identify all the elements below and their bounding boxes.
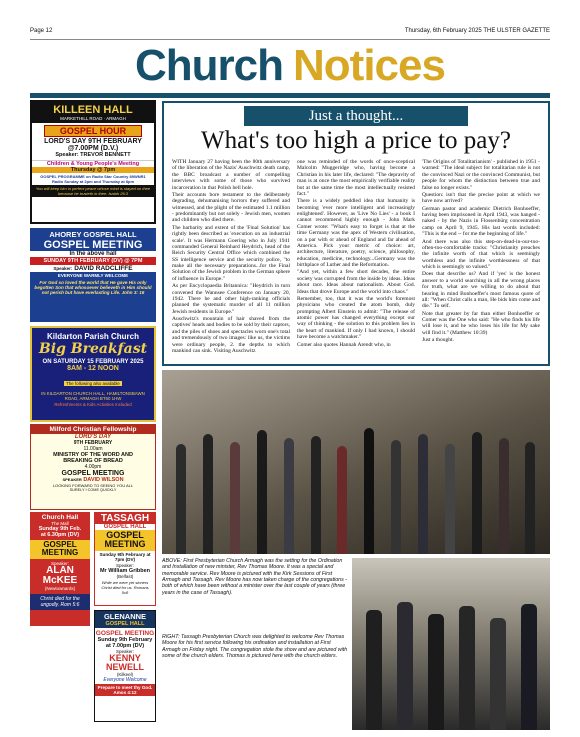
article-paragraph: "And yet, within a few short decades, the entire society was corrupted from the inside by ideas. Ideas about race. Ideas about nationalism. About God. Ideas that drove Europe and the world into chaos." xyxy=(297,269,415,295)
killeen-radio: GOSPEL PROGRAMME on Radio Star Country 89WNR1 Radio Sunday at 2pm and Thursday at 8pm xyxy=(40,174,146,184)
page-date: Thursday, 6th February 2025 THE ULSTER GAZETTE xyxy=(404,28,550,34)
killeen-children: Children & Young People's Meeting xyxy=(32,160,154,167)
caption-above: ABOVE: First Presbyterian Church Armagh was the setting for the Ordination and Installation of new minister, Rev Thomas Moore. It was a special and memorable service. Rev Moore is pictured with the Kirk Sessions of First Armagh and Tassagh. Rev Moore has now taken charge of the congregations - both of which have been without a minister over the last couple of years (three years in the case of Tassagh). xyxy=(162,558,348,596)
killeen-subtitle: MARKETHILL ROAD · ARMAGH xyxy=(32,116,154,123)
church-hall-title: Church Hall xyxy=(41,514,79,521)
article-paragraph: one was reminded of the words of once-sceptical Malcolm Muggeridge who, having become a Christian in his later life, declared: "The depravity of man is at once the most empirically verifiable reality but at the same time the most intellectually resisted fact." xyxy=(297,159,415,197)
photo-kirk-sessions xyxy=(162,370,550,554)
breakfast-time: 8AM - 12 NOON xyxy=(67,365,119,372)
milford-lords-day: LORD'S DAY xyxy=(74,434,112,440)
caption-right: RIGHT: Tassagh Presbyterian Church was delighted to welcome Rev Thomas Moore for his first service following his ordination and installation at First Armagh on Friday night. The congregation stole the show and are pictured with some of the church elders. Thomas is pictured here with the church elders. xyxy=(162,634,348,660)
milford-forward: LOOKING FORWARD TO SEEING YOU ALL xyxy=(52,483,134,488)
church-hall-sub: The Mall xyxy=(51,521,69,526)
article-paragraph: Does that describe us? And if 'yes' is the honest answer to a world searching in all the wrong places for truth, what are we willing to do about that hearing in mind Bonhoeffer's most famous quote of all: "When Christ calls a man, He bids him come and die." To self. xyxy=(422,271,540,310)
tassagh-title: TASSAGH xyxy=(95,513,155,524)
article-paragraph: Auschwitz's mountain of hair shaved from the captives' heads and bodies to be sold by their captors, and the piles of shoes and spectacles worn one's total and tremendously of two images: like us, the victims were ordinary people, 2. the depths to which mankind can sink. Visiting Auschwitz xyxy=(172,316,290,354)
ad-killeen-hall xyxy=(30,100,156,224)
article-paragraph: 'The Origins of Totalitarianism' - published in 1951 - warned: "The ideal subject for totalitarian rule is not the convinced Nazi or the convinced Communist, but people for whom the distinction between true and false no longer exists." xyxy=(422,159,540,191)
glenanne-gospel: GOSPEL MEETING xyxy=(95,630,155,637)
article-paragraph: The barbarity and extent of the 'Final Solution' has rightly been described as 'execution on an industrial scale'. It was Hermann Goering who in July 1941 commanded General Reinhard Heydrich, head of the Reich Security Central Office which combined the SS intelligence service and the security police, "to make all the necessary preparations...for the Final Solution of the Jewish problem in the German sphere of influence in Europe." xyxy=(172,224,290,282)
killeen-date: LORD'S DAY 9TH FEBRUARY xyxy=(44,138,142,145)
breakfast-date: ON SATURDAY 15 FEBRUARY 2025 xyxy=(42,359,144,365)
killeen-children-time: Thursday @ 7pm xyxy=(32,167,154,173)
masthead-rule xyxy=(30,93,550,98)
breakfast-note: The following also available xyxy=(66,381,120,386)
article-paragraph: Note that greater by far than either Bonhoeffer or Comer was the One who said: "He who finds his life will lose it, and he who loses his life for My sake will find it." (Matthew 10:39) xyxy=(422,310,540,336)
article-paragraph: Comer also quotes Hannah Arendt who, in xyxy=(297,341,391,348)
ahorey-speaker-label: Speaker: xyxy=(53,266,73,271)
article-paragraph: German pastor and academic Dietrich Bonhoeffer, having been imprisoned in April 1943, was hanged - naked - by the Nazis in Flossenbürg concentration camp on April 9, 1945. His last words included: "This is the end -- for me the beginning of life." xyxy=(422,205,540,238)
ahorey-title: AHOREY GOSPEL HALL xyxy=(49,230,137,239)
glenanne-town: (Kilkeel) xyxy=(116,672,134,677)
tassagh-speaker-label: Speaker: xyxy=(115,562,134,568)
milford-time1: 11.00am xyxy=(83,446,103,452)
church-hall-speaker-label: Speaker: xyxy=(50,560,69,566)
killeen-gospel: GOSPEL HOUR xyxy=(44,125,142,137)
breakfast-venue: IN KILDARTON CHURCH HALL, HAMILTONSBAWN ROAD, ARMAGH BT60 1HW xyxy=(41,391,145,401)
ahorey-verse: For God so loved the world that He gave His only begotten Son that whosoever believeth in Him should not perish but have everlasting Life. John 3: 16 xyxy=(34,280,152,295)
glenanne-speaker-last: NEWELL xyxy=(106,662,144,672)
church-hall-town: (Newtownards) xyxy=(44,585,76,591)
church-hall-speaker-last: McKEE xyxy=(42,574,78,586)
killeen-verse: You will keep him in perfect peace whose mind is stayed on thee because he trusteth in thee. Isaiah 26:3 xyxy=(32,185,154,197)
article-paragraph: Their accounts bore testament to the deliberately degrading, dehumanising horrors they suffered and witnessed, and the plight of the estimated 1.1 million - predominantly but not solely - Jewish men, women and children who died there. xyxy=(172,191,290,224)
article-paragraph: WITH January 27 having been the 80th anniversary of the liberation of the Nazis' Auschwitz death camp, the BBC broadcast a number of compelling interviews with some of those who survived incarceration in that Polish hell hole. xyxy=(172,159,290,191)
article-paragraph: As per Encyclopaedia Britannica: "Heydrich in turn convened the Wannsee Conference on January 20, 1942. There he and other high-ranking officials planned the systematic murder of all 11 million Jewish residents in Europe." xyxy=(172,283,290,315)
glenanne-speaker-label: Speaker: xyxy=(115,649,134,654)
glenanne-date: Sunday 9th February xyxy=(97,637,153,643)
glenanne-time: at 7.00pm (DV) xyxy=(105,643,145,649)
tassagh-speaker: Mr William Gribben xyxy=(99,567,151,574)
article-column-2 xyxy=(297,159,415,363)
milford-speaker-label: SPEAKER xyxy=(62,477,82,482)
tassagh-town: (Belfast) xyxy=(116,573,134,579)
church-hall-speaker-first: ALAN xyxy=(46,564,74,576)
masthead-notices: Notices xyxy=(293,41,445,90)
ahorey-speaker: DAVID RADCLIFFE xyxy=(74,265,133,272)
killeen-title: KILLEEN HALL xyxy=(32,102,154,116)
tassagh-verse: While we were yet sinners Christ died for us. Romans 5v8 xyxy=(101,579,149,595)
masthead xyxy=(30,40,550,92)
article-headline: What's too high a price to pay? xyxy=(201,127,511,154)
article-kicker: Just a thought... xyxy=(244,106,468,126)
ahorey-welcome: EVERYONE WARMLY WELCOME xyxy=(57,273,129,278)
article-paragraph: And there was also this step-on-dead-in-our-too-often-too-comfortable tracks: "Christianity preaches the infinite worth of that which is seemingly worthless and the infinite worthlessness of that which is seemingly so valued." xyxy=(422,238,540,270)
glenanne-title: GLENANNE xyxy=(95,611,155,621)
tassagh-date: Sunday 9th February at 7pm (DV) xyxy=(99,551,151,562)
page-header xyxy=(30,28,550,40)
ad-ahorey-gospel-hall xyxy=(30,228,156,322)
killeen-speaker: TREVOR BENNETT xyxy=(80,152,131,158)
church-hall-time: at 6.30pm (DV) xyxy=(40,532,80,538)
ahorey-when: SUNDAY 9TH FEBRUARY (DV) @ 7PM xyxy=(30,257,156,265)
breakfast-extra: Refreshments & Kids Activities Included xyxy=(54,402,132,407)
article-column-3 xyxy=(422,159,540,363)
milford-title: Milford Christian Fellowship xyxy=(31,425,155,434)
tassagh-hall: GOSPEL HALL xyxy=(103,524,147,530)
glenanne-hall: GOSPEL HALL xyxy=(95,621,155,628)
milford-gospel: GOSPEL MEETING xyxy=(61,470,125,477)
killeen-speaker-label: Speaker: xyxy=(55,152,79,158)
milford-surely: SURELY I COME QUICKLY xyxy=(69,488,117,492)
ahorey-gospel: GOSPEL MEETING xyxy=(43,239,143,251)
church-hall-date: Sunday 9th Feb. xyxy=(38,526,82,532)
photo-tassagh-elders xyxy=(352,558,550,730)
ad-tassagh-gospel-hall xyxy=(94,512,156,606)
glenanne-speaker-first: KENNY xyxy=(109,653,141,663)
article-paragraph: Question: isn't that the precise point at which we have now arrived? xyxy=(422,191,540,205)
article-paragraph: Just a thought. xyxy=(422,337,454,344)
article-paragraph: Remember, too, that it was the world's foremost physicians who created the atom bomb, duly prompting Albert Einstein to admit: "The release of atomic power has changed everything except our way of thinking - the solution to this problem lies in the heart of mankind. If only I had known, I should have become a watchmaker." xyxy=(297,295,415,341)
ahorey-where: In the above hall xyxy=(30,251,156,257)
ad-milford-fellowship xyxy=(30,424,156,510)
milford-speaker: DAVID WILSON xyxy=(83,477,124,483)
tassagh-gospel: GOSPEL MEETING xyxy=(95,530,155,551)
church-hall-verse: Christ died for the ungodly. Rom 5:6 xyxy=(30,594,90,610)
glenanne-verse: Prepare to meet thy God. Amos 4:12 xyxy=(95,684,155,696)
article-box xyxy=(162,101,550,366)
masthead-church: Church xyxy=(135,41,284,90)
page-number: Page 12 xyxy=(30,28,53,34)
milford-ministry: MINISTRY OF THE WORD AND BREAKING OF BREAD xyxy=(53,452,133,464)
ad-glenanne-gospel-hall xyxy=(94,610,156,722)
breakfast-title: Kildarton Parish Church xyxy=(46,332,139,341)
glenanne-welcome: Everyone Welcome xyxy=(103,677,147,683)
breakfast-heading: Big Breakfast xyxy=(38,341,148,357)
milford-date: 9TH FEBRUARY xyxy=(73,440,113,446)
milford-time2: 4.00pm xyxy=(84,464,102,470)
ad-church-hall xyxy=(30,512,90,626)
church-hall-gospel: GOSPEL MEETING xyxy=(30,540,90,559)
ad-big-breakfast xyxy=(30,326,156,422)
article-column-1 xyxy=(172,159,290,363)
article-paragraph: There is a widely peddled idea that humanity is becoming 'ever more intelligent and increasingly enlightened'. However, as 'Live No Lies' - a book I cannot recommend highly enough - John Mark Comer wrote: "What's easy to forget is that at the time Germany was the apex of Western civilisation, on a par with or ahead of England and far ahead of America. Pick your metric of choice: art, architecture, literature, poetry, science, philosophy, education, medicine, technology...Germany was the birthplace of Luther and the Reformation. xyxy=(297,198,415,268)
killeen-time: @7.00PM (D.V.) xyxy=(67,145,119,152)
